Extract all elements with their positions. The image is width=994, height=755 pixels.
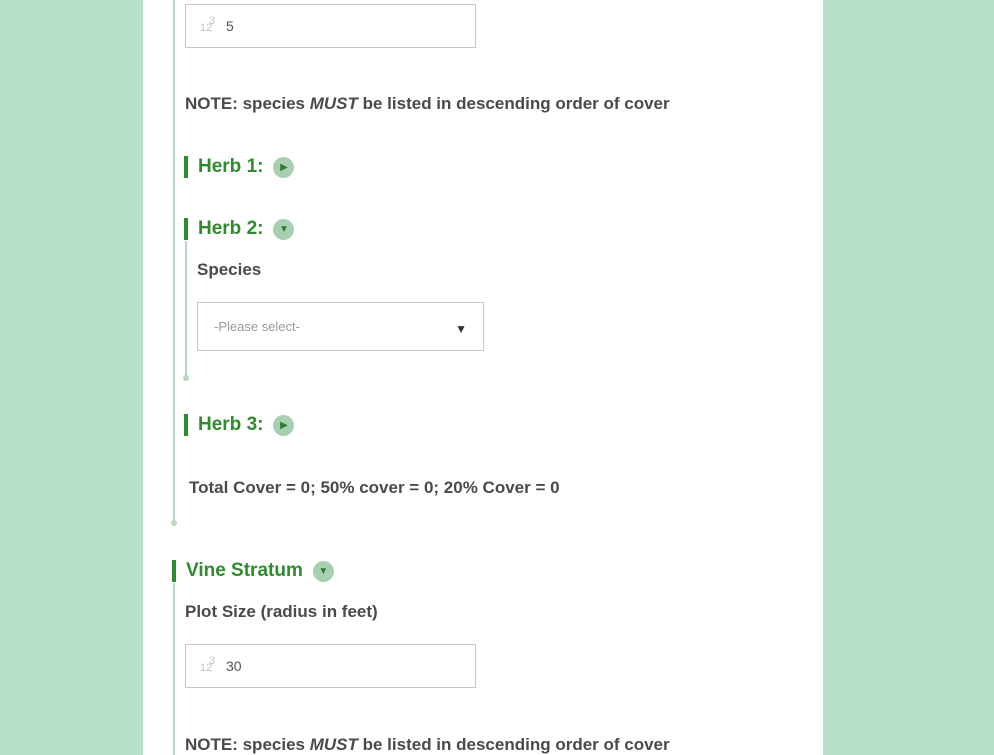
herb-2-guide-line	[185, 241, 187, 377]
species-select-value: -Please select-	[214, 319, 300, 334]
caret-right-icon[interactable]: ▶	[273, 415, 294, 436]
herb-1-title: Herb 1:	[198, 156, 264, 177]
plot-size-value: 30	[226, 658, 242, 674]
vine-stratum-title: Vine Stratum	[186, 560, 303, 581]
herb-2-title: Herb 2:	[198, 218, 264, 239]
herb-1-accent-bar	[184, 156, 188, 178]
vine-order-note: NOTE: species MUST be listed in descending order of cover	[185, 735, 670, 754]
cover-summary: Total Cover = 0; 50% cover = 0; 20% Cover = 0	[189, 478, 560, 497]
vine-stratum-guide-line	[173, 583, 175, 755]
caret-right-icon[interactable]: ▶	[273, 157, 294, 178]
herb-order-note: NOTE: species MUST be listed in descending order of cover	[185, 94, 670, 113]
caret-down-icon[interactable]: ▼	[313, 561, 334, 582]
vine-stratum-accent-bar	[172, 560, 176, 582]
herb-3-title: Herb 3:	[198, 414, 264, 435]
herb-2-accent-bar	[184, 218, 188, 240]
herb-3-accent-bar	[184, 414, 188, 436]
numeric-123-icon: 12 3	[200, 655, 216, 674]
caret-down-icon[interactable]: ▼	[273, 219, 294, 240]
plot-size-input[interactable]	[185, 644, 476, 688]
numeric-123-icon: 12 3	[200, 15, 216, 34]
form-panel	[143, 0, 823, 755]
herb-stratum-guide-line	[173, 0, 175, 523]
triangle-down-icon: ▼	[455, 321, 467, 336]
herb-count-input[interactable]	[185, 4, 476, 48]
herb-stratum-guide-end	[171, 520, 177, 526]
vine-stratum-header[interactable]	[172, 560, 334, 582]
species-label: Species	[197, 260, 262, 279]
species-select[interactable]	[197, 302, 484, 351]
herb-2-guide-end	[183, 375, 189, 381]
herb-3-header[interactable]	[184, 414, 294, 436]
herb-count-value: 5	[226, 18, 234, 34]
plot-size-label: Plot Size (radius in feet)	[185, 602, 378, 621]
herb-1-header[interactable]	[184, 156, 294, 178]
herb-2-header[interactable]	[184, 218, 294, 240]
